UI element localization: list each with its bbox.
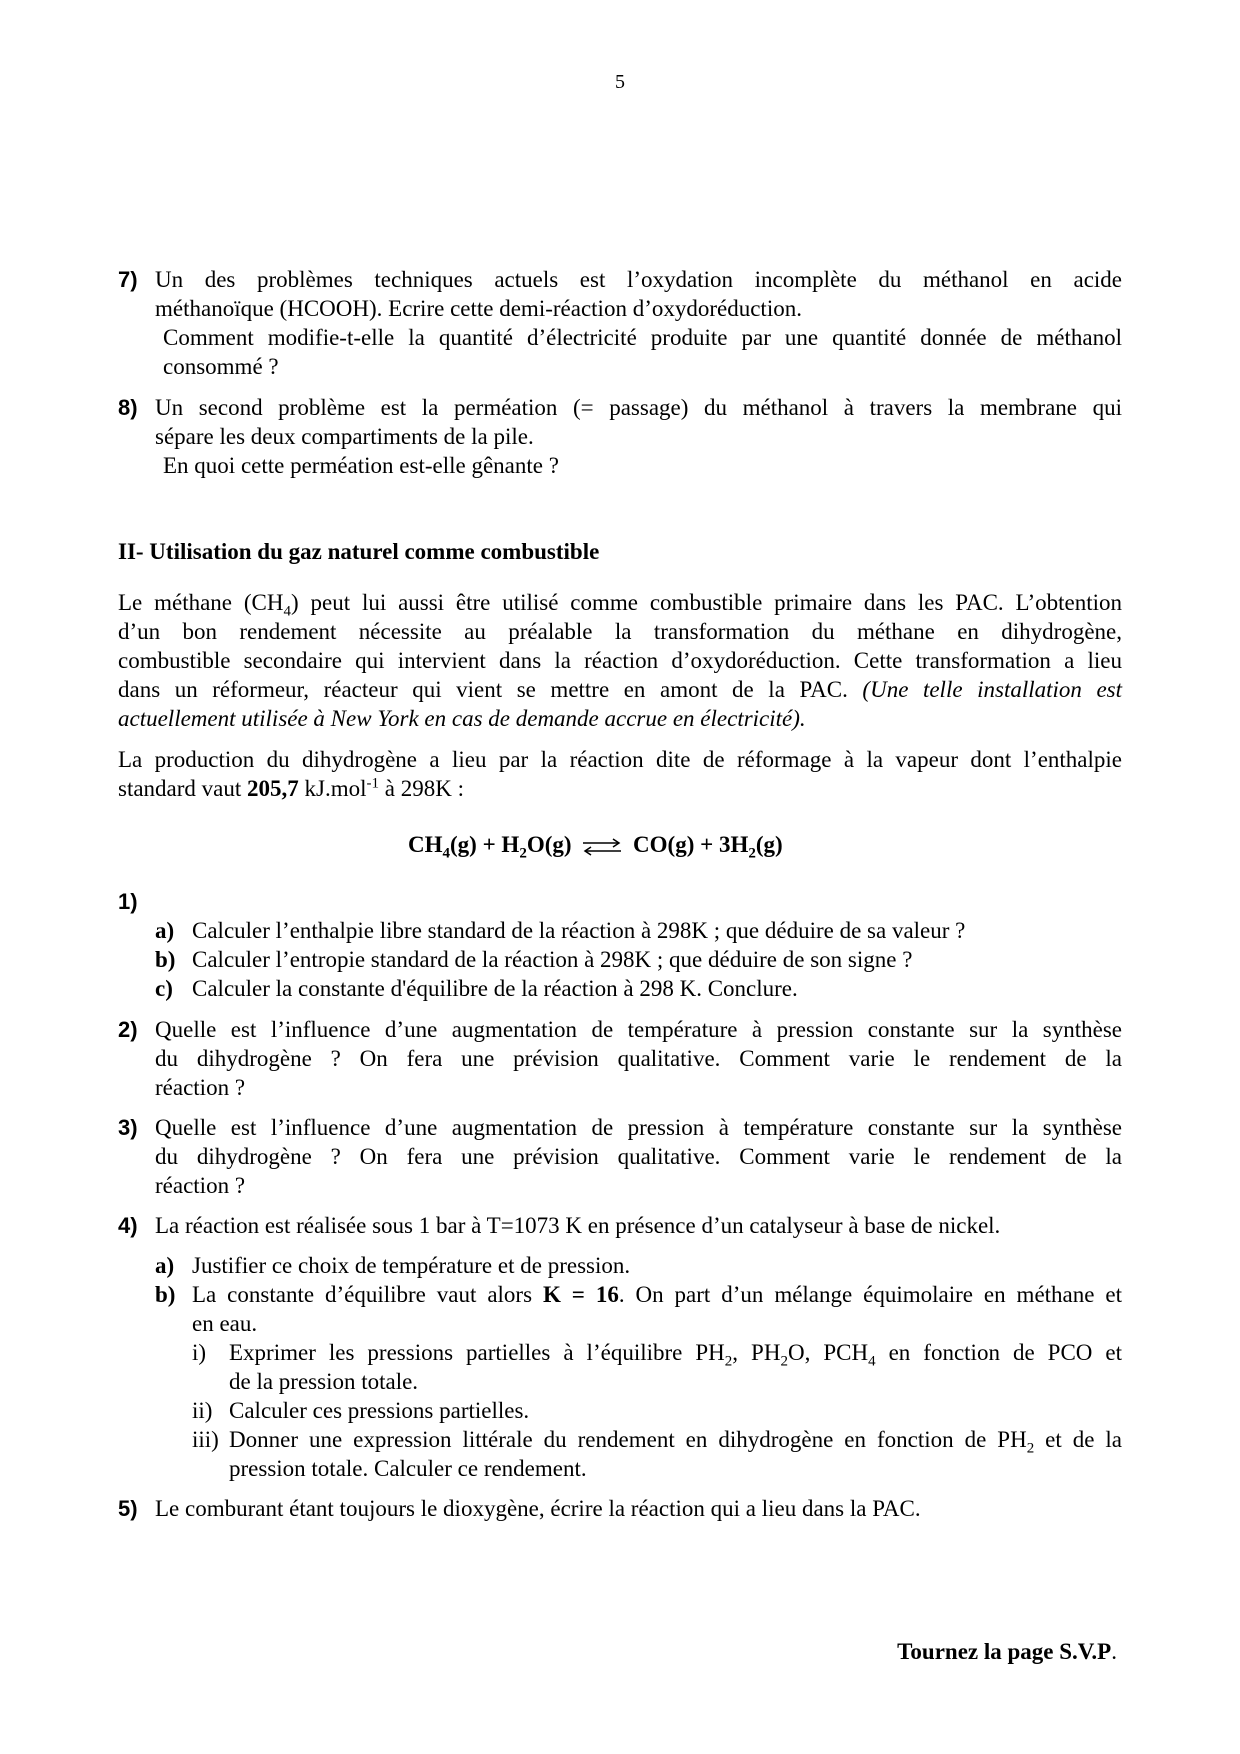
question-7-line-1: Un des problèmes techniques actuels est l’oxydation incomplète du méthanol en acide	[155, 267, 1122, 292]
part-4b-iii-line-1: Donner une expression littérale du rendement en dihydrogène en fonction de $PH_2$ et de la	[229, 1427, 1123, 1457]
part-3-line-2: du dihydrogène ? On fera une prévision qualitative. Comment varie le rendement de la	[155, 1144, 1122, 1169]
part-2-line-1: Quelle est l’influence d’une augmentation de température à pression constante sur la synthèse	[155, 1017, 1122, 1042]
part-4a-text: Justifier ce choix de température et de pression.	[192, 1253, 631, 1278]
part-4b-iii-line-2: pression totale. Calculer ce rendement.	[229, 1456, 587, 1481]
intro-line-1: Le méthane $(CH_4)$ peut lui aussi être utilisé comme combustible primaire dans les PAC. L’obtention	[118, 590, 1122, 620]
intro-line-4: dans un réformeur, réacteur qui vient se mettre en amont de la PAC. (Une telle installation est	[118, 677, 1123, 702]
production-line-2: standard vaut 205,7 kJ.mol$^{-1}$ à 298K :	[118, 775, 464, 801]
part-4b-ii-label: ii)	[192, 1398, 213, 1423]
question-8-line-1: Un second problème est la perméation (= passage) du méthanol à travers la membrane qui	[155, 395, 1122, 420]
part-4b-i-label: i)	[192, 1340, 207, 1365]
part-1b-text: Calculer l’entropie standard de la réaction à 298K ; que déduire de son signe ?	[192, 947, 913, 972]
part-2-number: 2)	[118, 1017, 138, 1042]
part-5-text: Le comburant étant toujours le dioxygène, écrire la réaction qui a lieu dans la PAC.	[155, 1496, 921, 1521]
part-1-number: 1)	[118, 889, 138, 914]
part-3-number: 3)	[118, 1115, 138, 1140]
part-1b-label: b)	[155, 947, 176, 972]
intro-line-5: actuellement utilisée à New York en cas de demande accrue en électricité).	[118, 706, 806, 731]
intro-line-3: combustible secondaire qui intervient dans la réaction d’oxydoréduction. Cette transformation a lieu	[118, 648, 1122, 673]
question-7-line-3: Comment modifie-t-elle la quantité d’électricité produite par une quantité donnée de méthanol	[163, 325, 1122, 350]
part-5-number: 5)	[118, 1496, 138, 1521]
question-7-number: 7)	[118, 267, 138, 292]
question-8-line-2: sépare les deux compartiments de la pile.	[155, 424, 534, 449]
part-4a-label: a)	[155, 1253, 175, 1278]
intro-line-2: d’un bon rendement nécessite au préalable la transformation du méthane en dihydrogène,	[118, 619, 1122, 644]
part-4b-i-line-2: de la pression totale.	[229, 1369, 419, 1394]
question-7-line-2: méthanoïque (HCOOH). Ecrire cette demi-réaction d’oxydoréduction.	[155, 296, 802, 321]
section-title: II- Utilisation du gaz naturel comme combustible	[118, 539, 600, 564]
part-4b-i-line-1: Exprimer les pressions partielles à l’équilibre $PH_2$, $PH_2O$, $PCH_4$ en fonction de PCO et	[229, 1340, 1123, 1370]
part-2-line-3: réaction ?	[155, 1075, 246, 1100]
part-4b-iii-label: iii)	[192, 1427, 219, 1452]
production-line-1: La production du dihydrogène a lieu par la réaction dite de réformage à la vapeur dont l’enthalpie	[118, 747, 1122, 772]
part-1c-label: c)	[155, 976, 173, 1001]
equilibrium-arrows-icon	[581, 837, 623, 857]
part-1a-text: Calculer l’enthalpie libre standard de la réaction à 298K ; que déduire de sa valeur ?	[192, 918, 966, 943]
part-1c-text: Calculer la constante d'équilibre de la réaction à 298 K. Conclure.	[192, 976, 798, 1001]
part-4-line-1: La réaction est réalisée sous 1 bar à T=1073 K en présence d’un catalyseur à base de nickel.	[155, 1213, 1001, 1238]
part-4b-ii-text: Calculer ces pressions partielles.	[229, 1398, 530, 1423]
footer-turn-page: Tournez la page S.V.P.	[897, 1639, 1117, 1664]
part-4-number: 4)	[118, 1213, 138, 1238]
question-8-line-3: En quoi cette perméation est-elle gênante ?	[163, 453, 559, 478]
part-4b-label: b)	[155, 1282, 176, 1307]
page-number: 5	[615, 71, 625, 93]
reaction-equation: $CH_4(g) + H_2O(g) CO(g) + 3H_2(g)$	[408, 832, 783, 862]
part-2-line-2: du dihydrogène ? On fera une prévision qualitative. Comment varie le rendement de la	[155, 1046, 1122, 1071]
part-3-line-1: Quelle est l’influence d’une augmentation de pression à température constante sur la synthèse	[155, 1115, 1122, 1140]
part-3-line-3: réaction ?	[155, 1173, 246, 1198]
part-4b-line-1: La constante d’équilibre vaut alors K = 16. On part d’un mélange équimolaire en méthane et	[192, 1282, 1122, 1307]
question-8-number: 8)	[118, 395, 138, 420]
part-1a-label: a)	[155, 918, 175, 943]
question-7-line-4: consommé ?	[163, 354, 279, 379]
part-4b-line-2: en eau.	[192, 1311, 258, 1336]
